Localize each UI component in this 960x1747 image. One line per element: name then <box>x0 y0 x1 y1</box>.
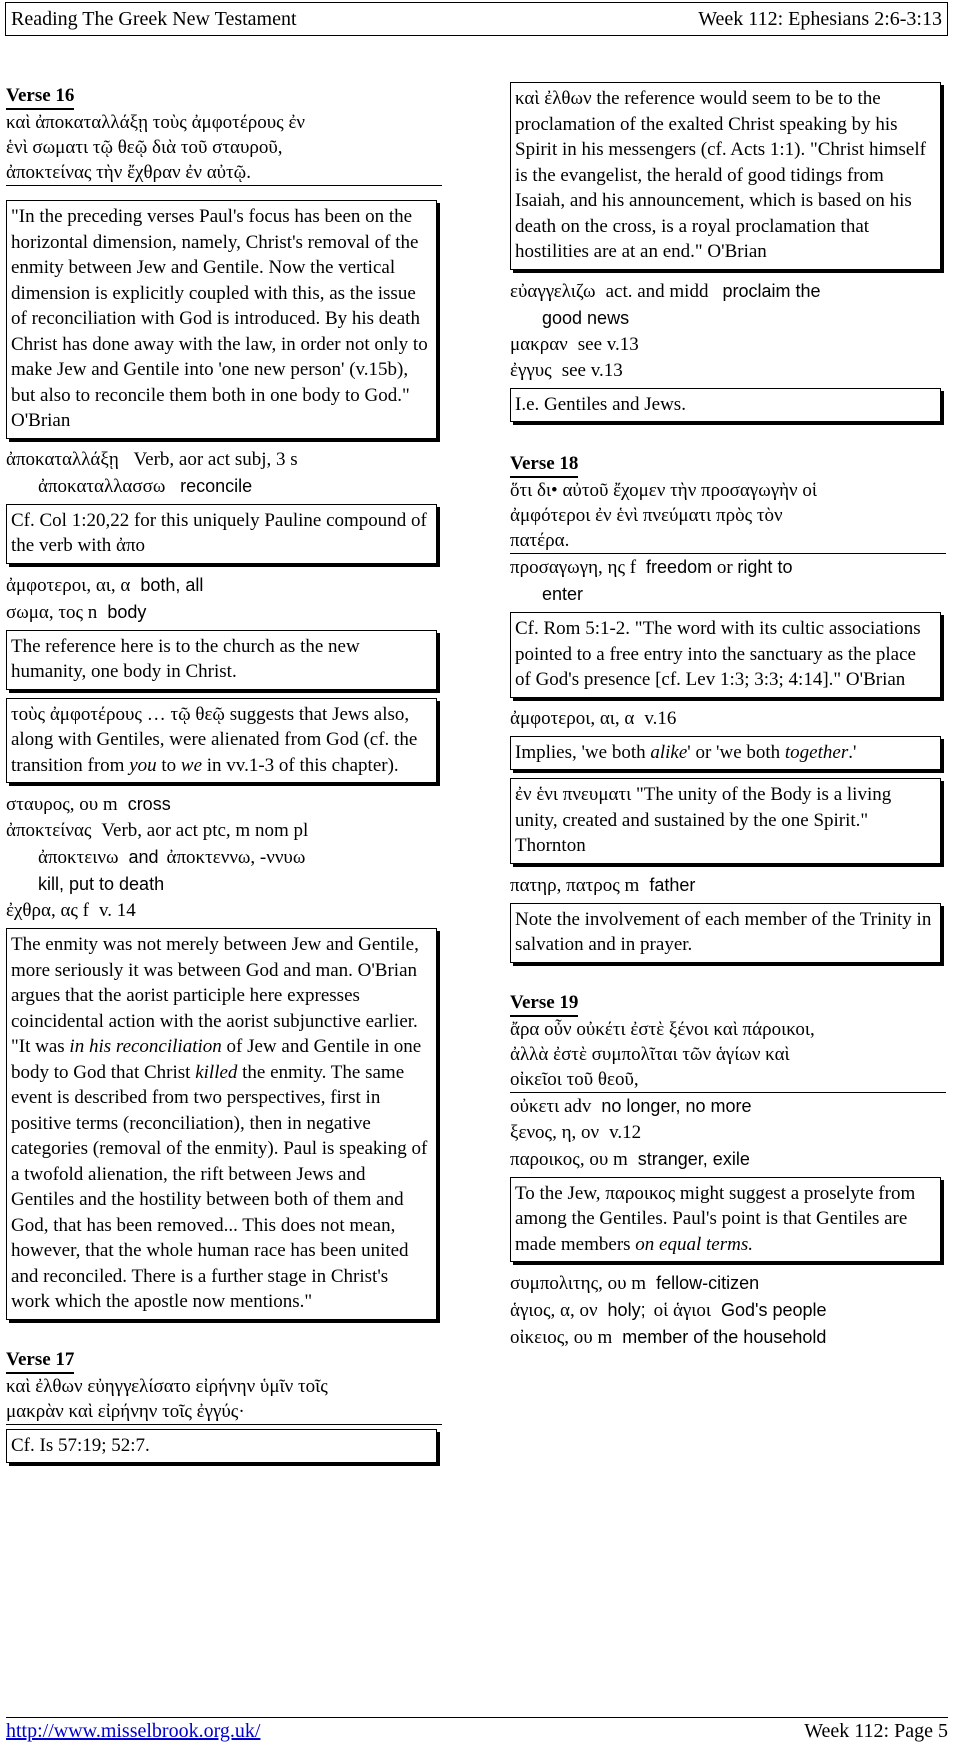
note-box: I.e. Gentiles and Jews. <box>510 388 941 423</box>
note-box: The reference here is to the church as the new humanity, one body in Christ. <box>6 630 437 690</box>
note-box: ἐν ἑνι πνευματι "The unity of the Body is a living unity, created and sustained by the one Spirit." Thornton <box>510 778 941 864</box>
note-box: Cf. Col 1:20,22 for this uniquely Pauline compound of the verb with ἀπο <box>6 504 437 564</box>
header-week: Week 112: Ephesians 2:6-3:13 <box>698 7 942 30</box>
note-box: τοὺς ἀμφοτέρους … τῷ θεῷ suggests that Jews also, along with Gentiles, were alienated from God (cf. the transition from you to we in vv.1-3 of this chapter). <box>6 698 437 784</box>
note-box: To the Jew, παροικος might suggest a proselyte from among the Gentiles. Paul's point is that Gentiles are made members on equal terms. <box>510 1177 941 1263</box>
vocab-entry: σταυρος, ου m cross ἀποκτείνας Verb, aor act ptc, m nom pl ἀποκτεινω and ἀποκτεννω, -ννυω kill, put to death ἐχθρα, ας f v. 14 <box>6 794 309 921</box>
header-title: Reading The Greek New Testament <box>11 7 297 30</box>
left-column <box>6 84 443 1471</box>
right-column <box>510 84 947 1351</box>
verse-17-title: Verse 17 <box>6 1348 74 1374</box>
verse-19-greek: ἄρα οὖν οὐκέτι ἐστὲ ξένοι καὶ πάροικοι, ἀλλὰ ἐστὲ συμπολῖται τῶν ἁγίων καὶ οἰκεῖοι τοῦ θεοῦ, <box>510 1017 946 1093</box>
vocab-entry: ἀμφοτεροι, αι, α v.16 <box>510 707 677 729</box>
note-box: Cf. Is 57:19; 52:7. <box>6 1429 437 1464</box>
page-header <box>5 2 948 36</box>
note-box: καὶ ἐλθων the reference would seem to be to the proclamation of the exalted Christ speaking by his Spirit in his messengers (cf. Acts 1:1). "Christ himself is the evangelist, the herald of good tidings from Isaiah, and his announcement, which is based on his death on the cross, is a royal proclamation that hostilities are at an end." O'Brian <box>510 82 941 270</box>
page-number: Week 112: Page 5 <box>804 1720 948 1742</box>
note-box: Cf. Rom 5:1-2. "The word with its cultic associations pointed to a free entry into the sanctuary as the place of God's presence [cf. Lev 1:3; 3:3; 4:14]." O'Brian <box>510 612 941 698</box>
vocab-entry: ἀμφοτεροι, αι, α both, all σωμα, τος n body <box>6 574 204 623</box>
verse-18-title: Verse 18 <box>510 452 578 478</box>
verse-18-greek: ὅτι δι• αὐτοῦ ἔχομεν τὴν προσαγωγὴν οἱ ἀμφότεροι ἐν ἑνὶ πνεύματι πρὸς τὸν πατέρα. <box>510 478 946 554</box>
vocab-entry: ἀποκαταλλάξῃ Verb, aor act subj, 3 s ἀποκαταλλασσω reconcile <box>6 448 298 497</box>
verse-17-greek: καὶ ἐλθων εὐηγγελίσατο εἰρήνην ὑμῖν τοῖς μακρὰν καὶ εἰρήνην τοῖς ἐγγύς· <box>6 1374 442 1425</box>
site-link[interactable]: http://www.misselbrook.org.uk/ <box>6 1720 261 1742</box>
note-box: The enmity was not merely between Jew and Gentile, more seriously it was between God and man. O'Brian argues that the aorist participle here expresses coincidental action with the aorist subjunctive earlier. "It was in his reconciliation of Jew and Gentile in one body to God that Christ killed the enmity. The same event is described from two perspectives, first in positive terms (reconciliation), then in negative categories (removal of the enmity). Paul is speaking of a twofold alienation, the rift between Jews and Gentiles and the hostility between both of them and God, that has been removed... This does not mean, however, that the whole human race has been united and reconciled. There is a further stage in Christ's work which the apostle now mentions." <box>6 928 437 1320</box>
page-footer <box>6 1717 948 1743</box>
note-box: "In the preceding verses Paul's focus has been on the horizontal dimension, namely, Christ's removal of the enmity between Jew and Gentile. Now the vertical dimension is explicitly coupled with this, as the issue of reconciliation with God is introduced. By his death Christ has done away with the law, in order not only to make Jew and Gentile into 'one new person' (v.15b), but also to reconcile them both in one body to God." O'Brian <box>6 200 437 439</box>
verse-19-title: Verse 19 <box>510 991 578 1017</box>
vocab-entry: προσαγωγη, ης f freedom or right to enter <box>510 557 793 604</box>
verse-16-greek: καὶ ἀποκαταλλάξῃ τοὺς ἀμφοτέρους ἐν ἑνὶ σωματι τῷ θεῷ διὰ τοῦ σταυροῦ, ἀποκτείνας τὴν ἔχθραν ἐν αὐτῷ. <box>6 110 442 186</box>
vocab-entry: συμπολιτης, ου m fellow-citizen ἁγιος, α, ον holy; οἱ ἁγιοι God's people οἰκειος, ου m member of the household <box>510 1273 827 1348</box>
vocab-entry: πατηρ, πατρος m father <box>510 874 696 896</box>
note-box: Implies, 'we both alike' or 'we both together.' <box>510 736 941 771</box>
vocab-entry: οὐκετι adv no longer, no more ξενος, η, ον v.12 παροικος, ου m stranger, exile <box>510 1095 752 1170</box>
note-box: Note the involvement of each member of the Trinity in salvation and in prayer. <box>510 903 941 963</box>
verse-16-title: Verse 16 <box>6 84 74 110</box>
vocab-entry: εὐαγγελιζω act. and midd proclaim the good news μακραν see v.13 ἐγγυς see v.13 <box>510 280 821 381</box>
